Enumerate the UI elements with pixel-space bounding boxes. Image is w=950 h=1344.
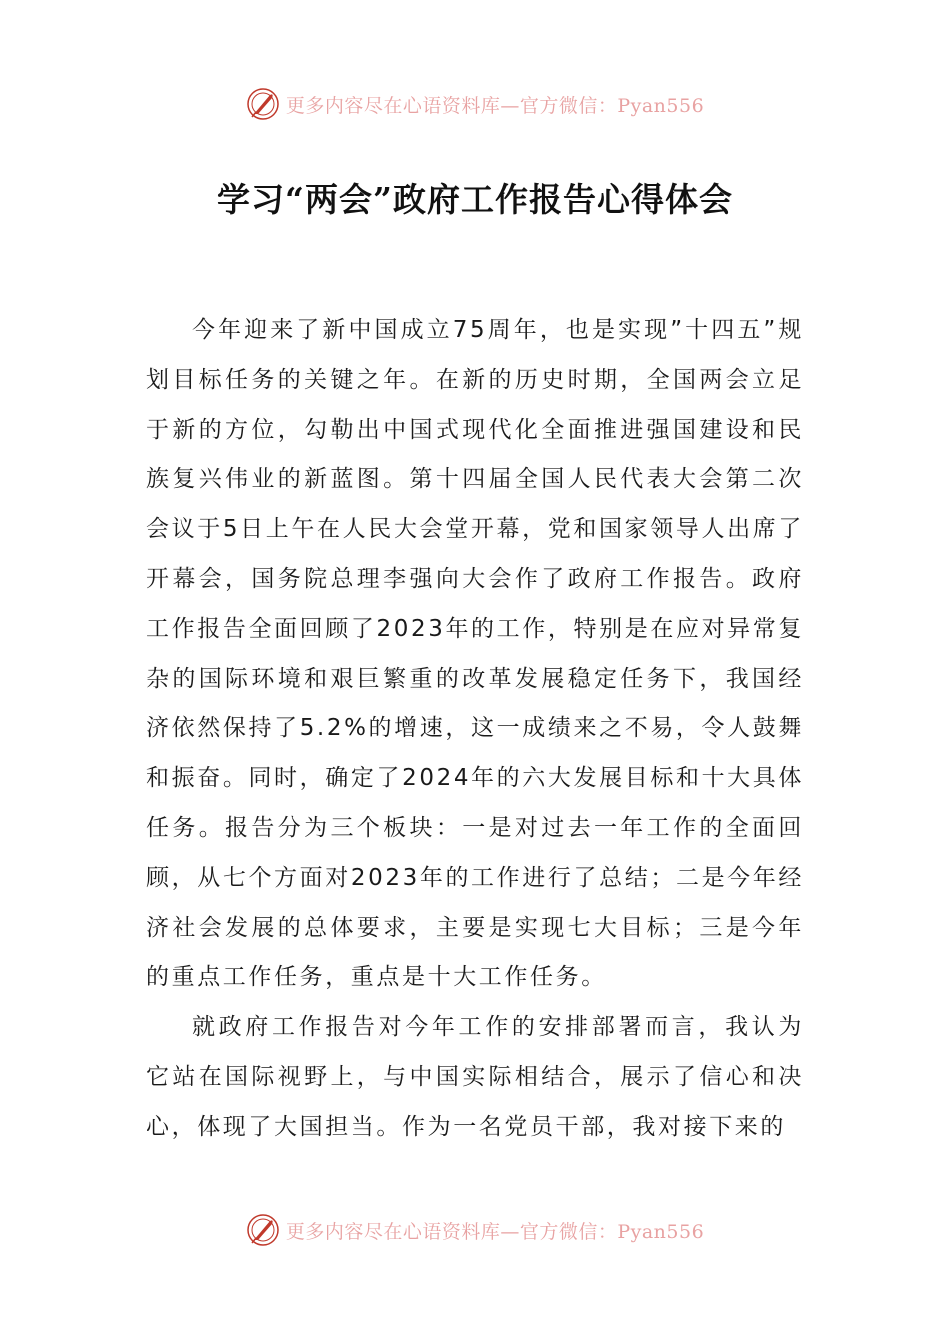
document-body — [146, 306, 804, 1153]
paragraph: 就政府工作报告对今年工作的安排部署而言，我认为它站在国际视野上，与中国实际相结合，展示了信心和决心，体现了大国担当。作为一名党员干部，我对接下来的 — [146, 1014, 804, 1140]
paragraph: 今年迎来了新中国成立75周年，也是实现”十四五”规划目标任务的关键之年。在新的历史时期，全国两会立足于新的方位，勾勒出中国式现代化全面推进强国建设和民族复兴伟业的新蓝图。第十四届全国人民代表大会第二次会议于5日上午在人民大会堂开幕，党和国家领导人出席了开幕会，国务院总理李强向大会作了政府工作报告。政府工作报告全面回顾了2023年的工作，特别是在应对异常复杂的国际环境和艰巨繁重的改革发展稳定任务下，我国经济依然保持了5.2%的增速，这一成绩来之不易，令人鼓舞和振奋。同时，确定了2024年的六大发展目标和十大具体任务。报告分为三个板块：一是对过去一年工作的全面回顾，从七个方面对2023年的工作进行了总结；二是今年经济社会发展的总体要求，主要是实现七大目标；三是今年的重点工作任务，重点是十大工作任务。 — [146, 317, 804, 991]
quill-logo-icon — [246, 1213, 280, 1247]
footer-banner — [0, 1210, 950, 1250]
document-title: 学习“两会”政府工作报告心得体会 — [217, 180, 733, 219]
quill-logo-icon — [246, 87, 280, 121]
header-banner — [0, 84, 950, 124]
footer-banner-text: 更多内容尽在心语资料库—官方微信：Pyan556 — [285, 1220, 705, 1243]
header-banner-text: 更多内容尽在心语资料库—官方微信：Pyan556 — [285, 94, 705, 117]
